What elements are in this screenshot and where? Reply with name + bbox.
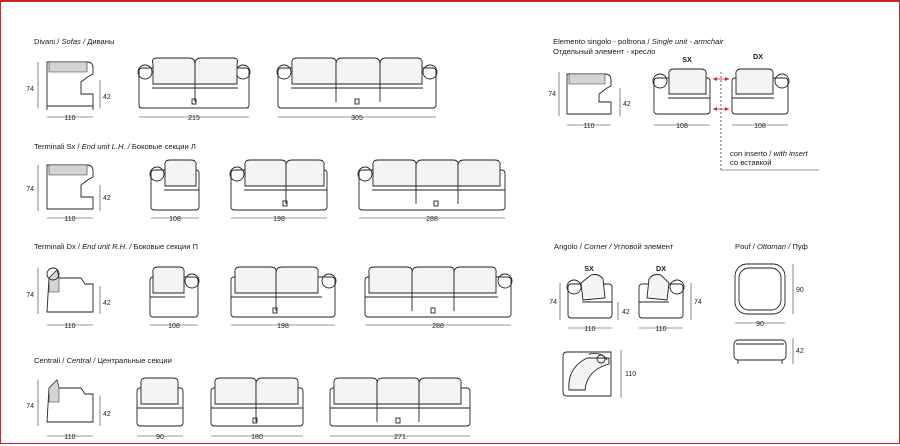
svg-text:110: 110 (584, 326, 596, 333)
end-lh-198-front (230, 160, 327, 210)
end-rh-198-front (231, 267, 336, 317)
svg-text:271: 271 (394, 434, 406, 441)
svg-text:288: 288 (426, 216, 438, 223)
svg-text:74: 74 (26, 403, 34, 410)
dim-width-305: 305 (351, 115, 363, 122)
corner-dx-front (639, 275, 684, 319)
svg-text:42: 42 (623, 101, 631, 108)
svg-text:110: 110 (64, 323, 76, 330)
section-title-corner: Angolo / Corner / Угловой элемент (554, 242, 674, 251)
pouf-top-view (735, 264, 785, 314)
svg-text:108: 108 (168, 323, 180, 330)
section-title-sofas: Divani / Sofas / Диваны (34, 37, 115, 46)
svg-text:110: 110 (64, 216, 76, 223)
svg-text:42: 42 (103, 195, 111, 202)
sofa-side-view (47, 62, 93, 110)
sofa-305-front (277, 58, 437, 108)
dim-width-215: 215 (188, 115, 200, 122)
end-lh-side-view (47, 165, 93, 209)
svg-text:74: 74 (26, 186, 34, 193)
svg-text:110: 110 (64, 434, 76, 441)
insert-label-ru: со вставкой (730, 158, 772, 167)
svg-text:110: 110 (655, 326, 667, 333)
label-sx-armchair: SX (682, 55, 692, 64)
dim-pouf-90-depth: 90 (796, 287, 804, 294)
end-lh-108-front (150, 160, 199, 210)
svg-text:108: 108 (676, 123, 688, 130)
section-title-ottoman: Pouf / Ottoman / Пуф (735, 242, 808, 251)
svg-text:74: 74 (694, 299, 702, 306)
svg-text:74: 74 (548, 91, 556, 98)
svg-text:74: 74 (26, 292, 34, 299)
dim-corner-110: 110 (625, 371, 637, 378)
svg-text:110: 110 (583, 123, 595, 130)
central-271-front (330, 378, 470, 426)
end-rh-108-front (150, 267, 199, 317)
dim-seat-42: 42 (103, 94, 111, 101)
pouf-side-view (734, 340, 786, 364)
label-dx-corner: DX (656, 264, 666, 273)
corner-dims (549, 283, 702, 333)
corner-sx-front (567, 275, 612, 319)
armchair-dx-front (732, 69, 789, 114)
svg-text:42: 42 (103, 300, 111, 307)
central-180-front (211, 378, 303, 426)
central-side-dims (26, 380, 111, 441)
dim-pouf-90-width: 90 (756, 321, 764, 328)
end-rh-side-view (47, 268, 93, 312)
svg-text:108: 108 (169, 216, 181, 223)
section-title-end-unit-lh: Terminali Sx / End unit L.H. / Боковые секции Л (34, 142, 196, 151)
svg-text:198: 198 (277, 323, 289, 330)
svg-text:42: 42 (103, 411, 111, 418)
dim-pouf-42: 42 (796, 348, 804, 355)
section-title-end-unit-rh: Terminali Dx / End unit R.H. / Боковые секции П (34, 242, 199, 251)
armchair-sx-front (653, 69, 710, 114)
svg-text:288: 288 (432, 323, 444, 330)
label-sx-corner: SX (584, 264, 594, 273)
svg-text:90: 90 (156, 434, 164, 441)
end-lh-288-front (358, 160, 505, 210)
central-side-view (47, 380, 93, 422)
section-title-central: Centrali / Central / Центральные секции (34, 356, 172, 365)
section-title-armchair-ru: Отдельный элемент - кресло (553, 47, 656, 56)
central-90-front (137, 378, 183, 426)
insert-label: con inserto / with insert (730, 149, 808, 158)
dim-depth-110: 110 (64, 115, 76, 122)
svg-text:42: 42 (622, 309, 630, 316)
svg-text:108: 108 (754, 123, 766, 130)
label-dx-armchair: DX (753, 52, 763, 61)
furniture-dimension-drawing (1, 2, 900, 446)
section-title-armchair: Elemento singolo - poltrona / Single unit - armchair (553, 37, 724, 46)
dim-height-74: 74 (26, 86, 34, 93)
svg-text:74: 74 (549, 299, 557, 306)
end-rh-288-front (365, 267, 512, 317)
svg-text:180: 180 (251, 434, 263, 441)
sofa-215-front (138, 58, 250, 108)
armchair-side-view (567, 74, 611, 114)
svg-text:198: 198 (273, 216, 285, 223)
end-rh-side-dims (26, 268, 111, 330)
corner-plan-view (563, 352, 611, 396)
